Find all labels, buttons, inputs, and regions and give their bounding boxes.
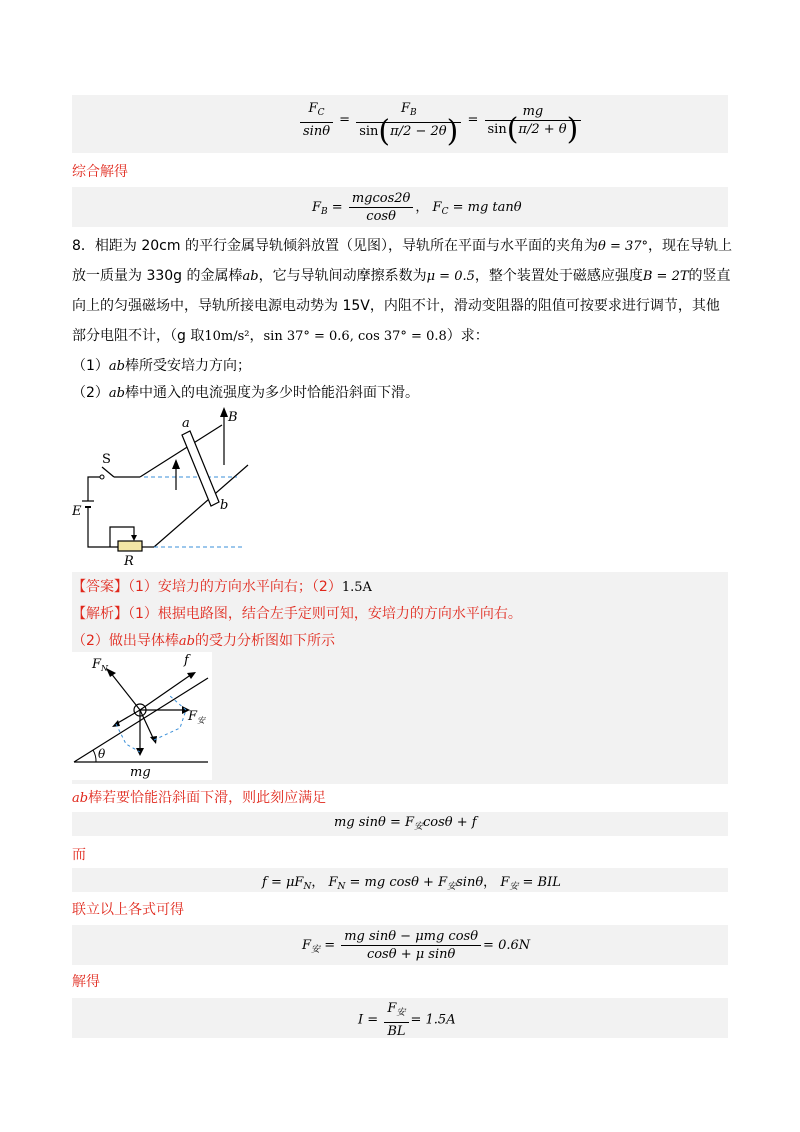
problem-line-2: 放一质量为 330g 的金属棒ab，它与导轨间动摩擦系数为μ = 0.5，整个装置处于磁感应强度B = 2T的竖直	[72, 268, 731, 284]
equation-1: $F_B$ = $\frac{mgcos2\theta}{\cos\theta}$ ， $F_C$ = mg tanθ	[312, 191, 522, 224]
equation-4: $F_安$ = $\frac{\text{mg sinθ − μmg cosθ}}{\text{cosθ + μ sinθ}}$ = 0.6N	[302, 929, 531, 962]
label-R: R	[124, 554, 134, 569]
problem-line-1: 8．相距为 20cm 的平行金属导轨倾斜放置（见图），导轨所在平面与水平面的夹角为θ = 37°，现在导轨上	[72, 238, 733, 254]
label-Fan: $F_安$	[188, 709, 206, 725]
fn-arrow	[110, 672, 140, 710]
rheostat	[118, 541, 142, 551]
component-down-slope	[116, 710, 140, 724]
answer-line: 【答案】（1）安培力的方向水平向右；（2）1.5A	[72, 579, 372, 595]
equation-3: $f = \mu F_N$， $F_N$ = mg $\cos\theta + F_安\sin\theta$， $F_安$ = BIL	[262, 875, 561, 892]
question-1: （1）ab棒所受安培力方向；	[72, 358, 251, 374]
combine-label: 联立以上各式可得	[72, 902, 184, 918]
label-f: f	[184, 653, 189, 668]
dashed-construction-2	[154, 710, 186, 740]
equation-2: mg $\sin\theta = F_安\cos\theta + f$	[334, 815, 477, 832]
label-S: S	[102, 452, 111, 467]
switch-pivot	[100, 475, 104, 479]
equation-0: $\frac{F_C}{\sin\theta}$ = $\frac{F_B}{\sin(\pi/2 - 2\theta)}$ = $\frac{mg}{\sin(\pi/2 + \theta)}$	[298, 100, 583, 140]
problem-line-3: 向上的匀强磁场中，导轨所接电源电动势为 15V，内阻不计，滑动变阻器的阻值可按要求进行调节，其他	[72, 298, 720, 314]
synthesis-label: 综合解得	[72, 164, 128, 180]
metal-rod	[182, 431, 219, 506]
upper-rail	[140, 425, 222, 477]
theta-arc	[93, 750, 96, 762]
label-b: b	[220, 498, 229, 513]
then-label: 而	[72, 847, 86, 863]
analysis-line-1: 【解析】（1）根据电路图，结合左手定则可知，安培力的方向水平向右。	[72, 606, 522, 622]
analysis-line-2: （2）做出导体棒ab的受力分析图如下所示	[72, 633, 335, 649]
equation-5: I = $\frac{F_安}{BL}$ = 1.5A	[358, 1001, 456, 1039]
label-theta: θ	[98, 747, 106, 761]
circuit-diagram	[72, 405, 272, 570]
label-a: a	[182, 416, 190, 431]
label-FN: $F_N$	[92, 657, 109, 673]
slide-condition: ab棒若要恰能沿斜面下滑，则此刻应满足	[72, 790, 327, 806]
label-mg: mg	[130, 765, 151, 780]
label-E: E	[72, 504, 82, 519]
problem-line-4: 部分电阻不计，（g 取10m/s²，sin 37° = 0.6, cos 37° = 0.8）求：	[72, 328, 489, 344]
force-diagram	[72, 652, 212, 780]
solve-label: 解得	[72, 974, 100, 990]
question-2: （2）ab棒中通入的电流强度为多少时恰能沿斜面下滑。	[72, 385, 419, 401]
label-B: B	[228, 410, 238, 425]
component-normal	[140, 710, 154, 740]
